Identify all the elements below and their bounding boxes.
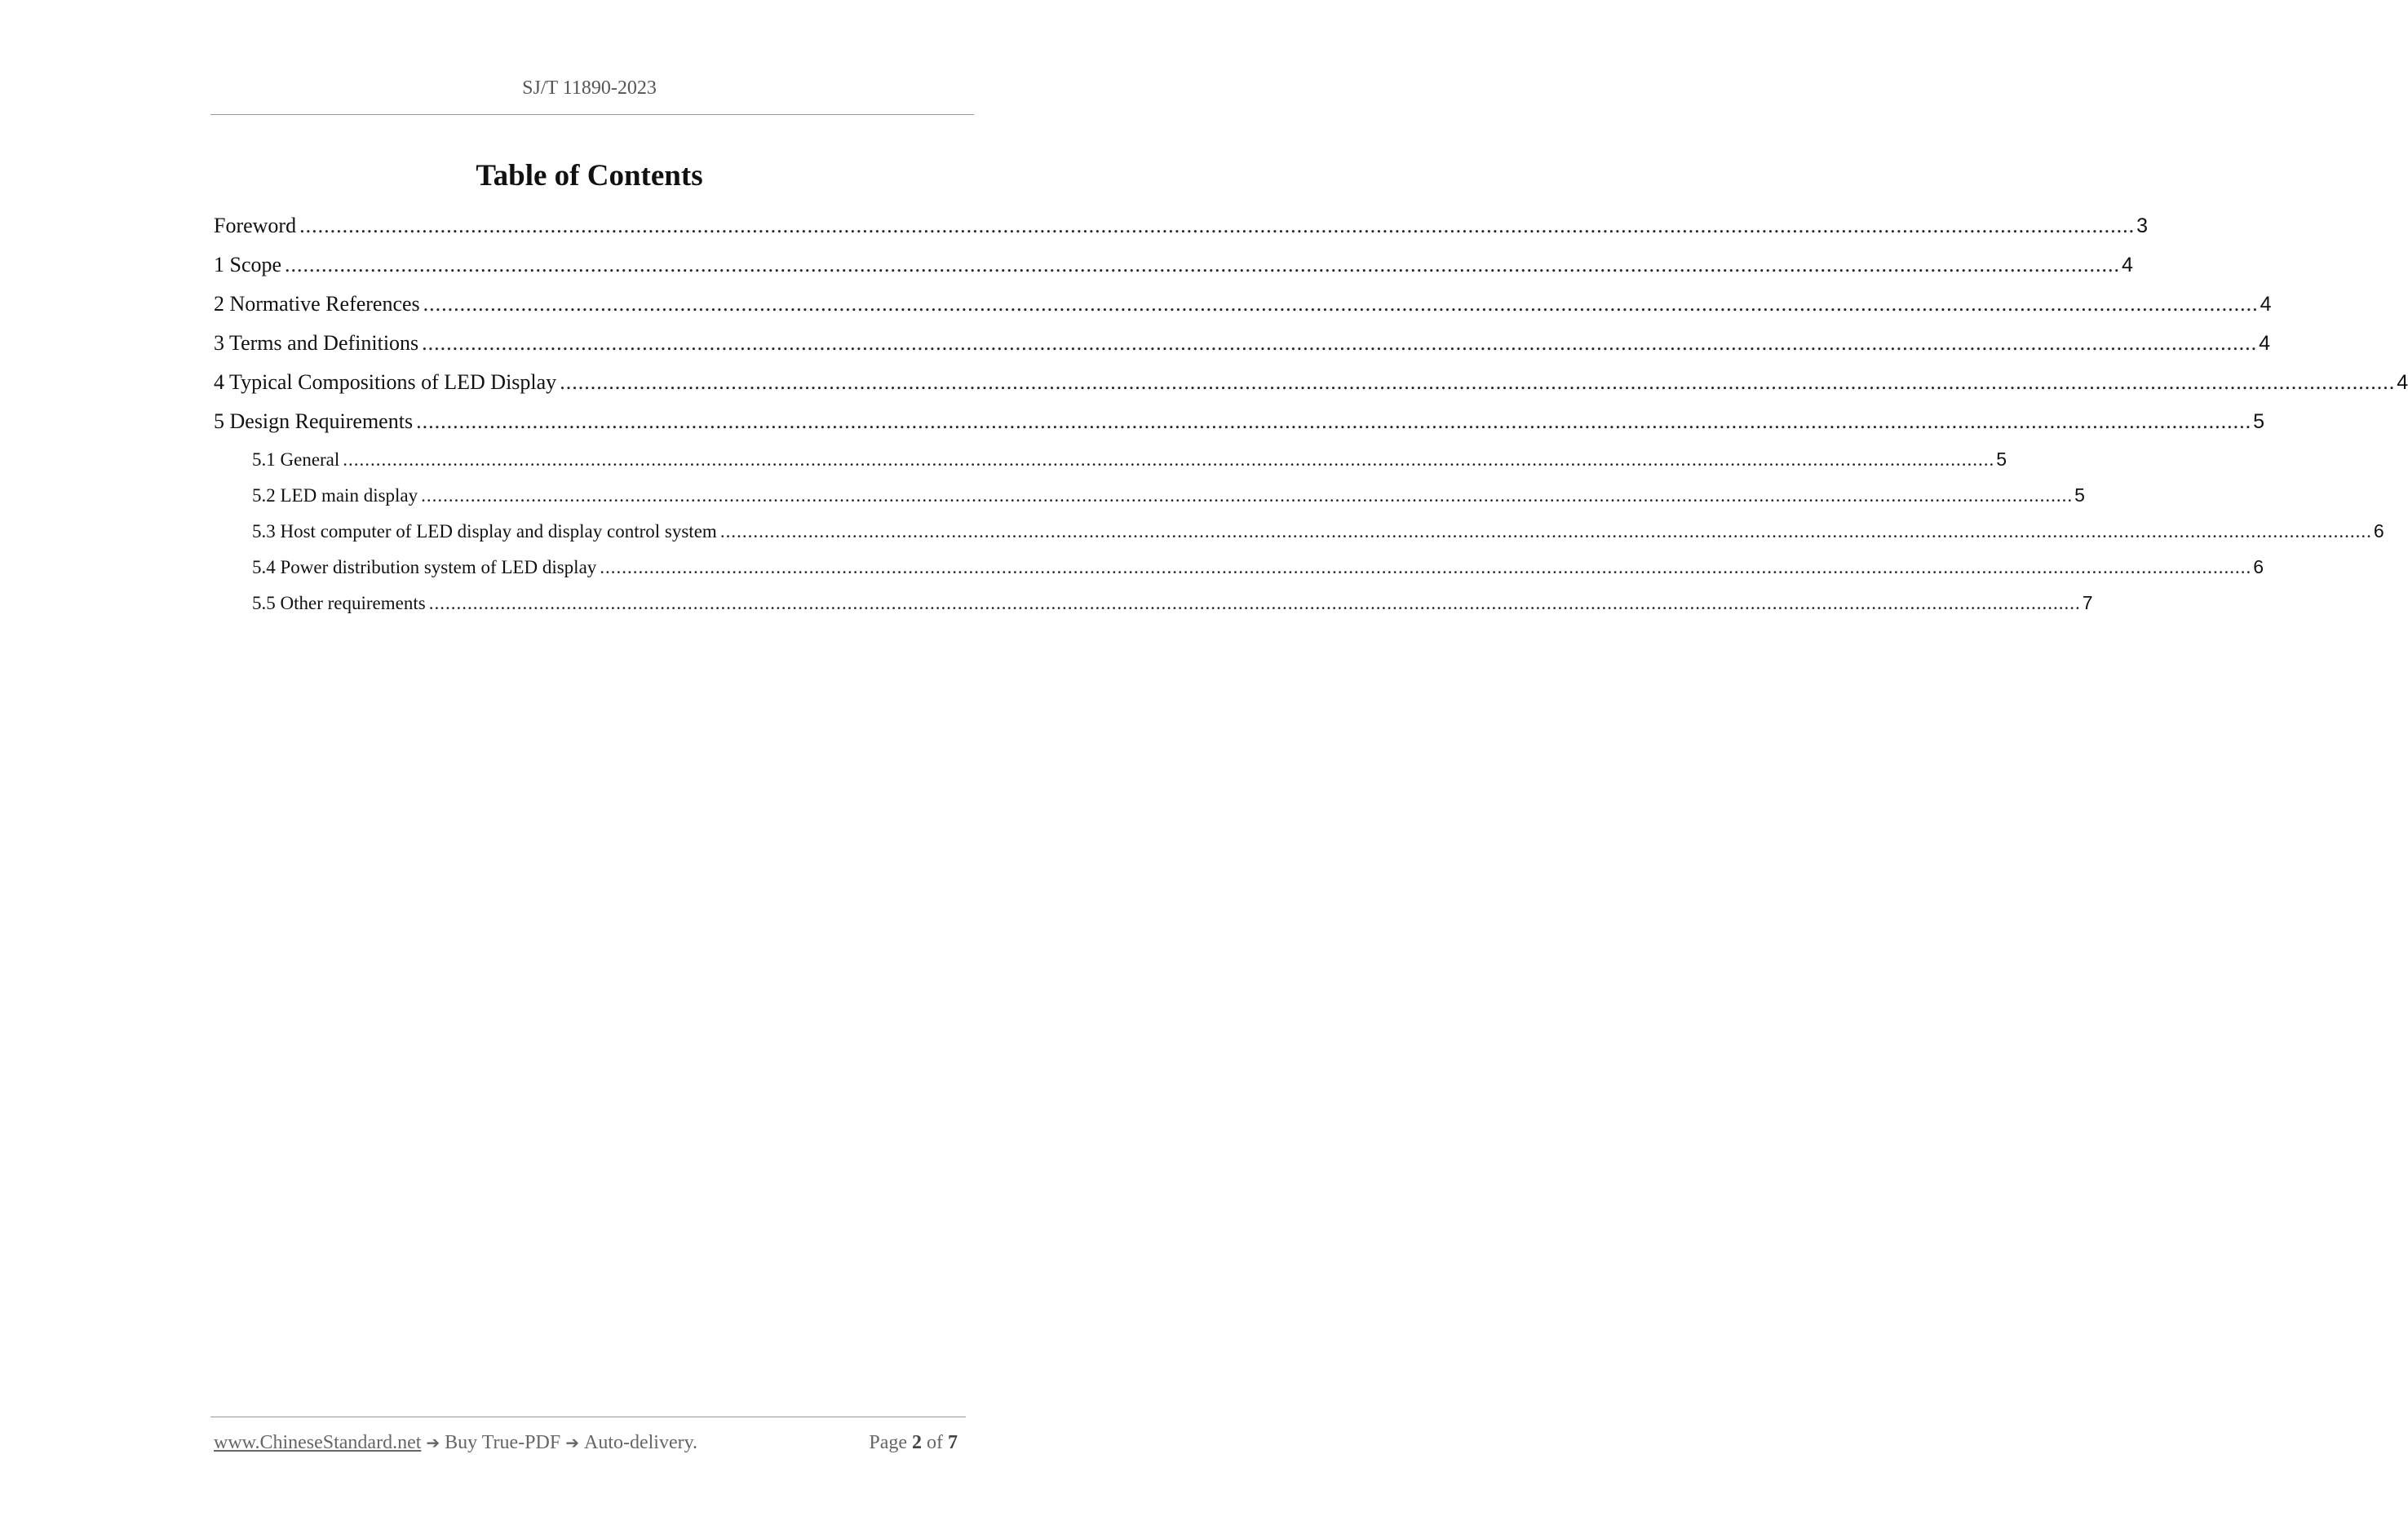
toc-entry-label: 5.5 Other requirements [252, 593, 426, 613]
toc-entry-page: 4 [2397, 371, 2408, 394]
total-page-number: 7 [948, 1432, 958, 1453]
buy-true-pdf-text: Buy True-PDF [445, 1432, 561, 1453]
dot-leader: ............................................................................................................................................................................................................................................................................................................ [600, 557, 2252, 577]
dot-leader: ............................................................................................................................................................................................................................................................................................................ [422, 331, 2258, 355]
toc-entry-label: Foreword [214, 214, 297, 237]
toc-subentry[interactable] [214, 520, 2384, 556]
header-divider [210, 114, 974, 115]
toc-entry-label: 5.4 Power distribution system of LED display [252, 557, 597, 577]
toc-entry-page: 4 [2259, 332, 2271, 355]
toc-entry-page: 5 [2253, 410, 2264, 433]
dot-leader: ............................................................................................................................................................................................................................................................................................................ [719, 521, 2372, 541]
toc-entry-page: 7 [2082, 592, 2093, 613]
toc-entry-label: 1 Scope [214, 253, 282, 276]
toc-entry-label: 5.3 Host computer of LED display and display control system [252, 521, 717, 541]
toc-entry-label: 3 Terms and Definitions [214, 331, 419, 355]
current-page-number: 2 [912, 1432, 922, 1453]
toc-entry-page: 4 [2260, 293, 2272, 316]
toc-entry[interactable] [214, 409, 2264, 449]
dot-leader: ............................................................................................................................................................................................................................................................................................................ [428, 593, 2081, 613]
toc-title: Table of Contents [476, 159, 703, 192]
dot-leader: ............................................................................................................................................................................................................................................................................................................ [343, 449, 1995, 470]
document-code-header: SJ/T 11890-2023 [522, 77, 657, 99]
toc-entry-page: 5 [2074, 484, 2085, 506]
toc-entry[interactable] [214, 214, 2148, 253]
dot-leader: ............................................................................................................................................................................................................................................................................................................ [416, 409, 2252, 433]
footer-promo [214, 1432, 697, 1454]
dot-leader: ............................................................................................................................................................................................................................................................................................................ [299, 214, 2136, 237]
toc-entry[interactable] [214, 370, 2408, 409]
auto-delivery-text: Auto-delivery. [583, 1432, 698, 1453]
toc-entry-label: 2 Normative References [214, 292, 420, 316]
toc-entry-page: 6 [2253, 556, 2264, 577]
toc-subentry[interactable] [214, 484, 2085, 520]
toc-entry-page: 4 [2122, 254, 2133, 276]
toc-entry-label: 4 Typical Compositions of LED Display [214, 370, 557, 394]
toc-list [214, 214, 2408, 628]
toc-entry-page: 5 [1996, 449, 2007, 470]
toc-entry[interactable] [214, 331, 2271, 370]
page-counter [869, 1432, 963, 1454]
dot-leader: ............................................................................................................................................................................................................................................................................................................ [560, 370, 2396, 394]
toc-subentry[interactable] [214, 449, 2007, 484]
right-arrow-icon: ➔ [426, 1433, 440, 1452]
toc-entry-page: 6 [2373, 520, 2384, 541]
toc-entry[interactable] [214, 292, 2272, 331]
toc-subentry[interactable] [214, 592, 2093, 628]
right-arrow-icon: ➔ [565, 1433, 579, 1452]
dot-leader: ............................................................................................................................................................................................................................................................................................................ [423, 292, 2259, 316]
dot-leader: ............................................................................................................................................................................................................................................................................................................ [285, 253, 2121, 276]
page-word: Page [869, 1432, 907, 1453]
dot-leader: ............................................................................................................................................................................................................................................................................................................ [421, 485, 2074, 506]
toc-subentry[interactable] [214, 556, 2264, 592]
toc-entry-label: 5.2 LED main display [252, 485, 418, 506]
toc-entry[interactable] [214, 253, 2133, 292]
toc-entry-label: 5 Design Requirements [214, 409, 414, 433]
toc-entry-label: 5.1 General [252, 449, 340, 470]
of-word: of [927, 1432, 943, 1453]
toc-entry-page: 3 [2136, 214, 2148, 237]
site-link[interactable]: www.ChineseStandard.net [214, 1432, 422, 1453]
page-footer [214, 1432, 963, 1454]
